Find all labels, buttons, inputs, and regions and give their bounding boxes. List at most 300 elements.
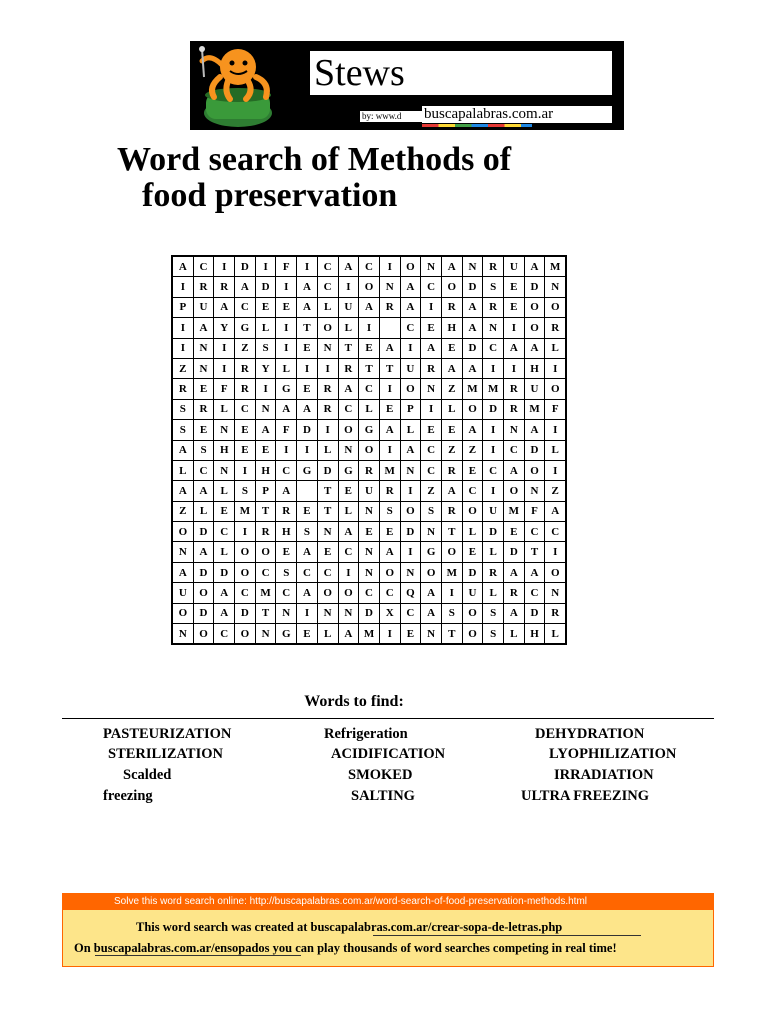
grid-row [172,562,566,582]
grid-cell: A [441,358,462,378]
grid-cell: R [504,379,525,399]
grid-cell: I [172,338,193,358]
grid-cell: I [255,379,276,399]
grid-cell: L [214,481,235,501]
grid-cell: A [504,460,525,480]
grid-cell: N [421,379,442,399]
grid-cell: F [276,256,297,277]
grid-cell: O [462,603,483,623]
grid-cell: A [193,542,214,562]
grid-cell: A [214,583,235,603]
grid-cell: A [462,420,483,440]
grid-cell: E [193,420,214,440]
color-strip [422,124,532,127]
grid-cell: A [524,420,545,440]
grid-cell: N [379,277,400,297]
grid-cell: Y [255,358,276,378]
grid-cell: L [338,501,359,521]
grid-cell: D [462,277,483,297]
grid-cell: C [276,583,297,603]
grid-cell: I [483,440,504,460]
grid-cell: U [172,583,193,603]
grid-cell: N [483,318,504,338]
grid-row [172,583,566,603]
grid-cell: I [317,420,338,440]
word-item: Scalded [123,767,172,783]
grid-cell: R [379,297,400,317]
grid-cell: E [276,542,297,562]
grid-cell: Z [545,481,566,501]
grid-cell: A [276,399,297,419]
grid-cell: M [235,501,256,521]
grid-cell: E [235,440,256,460]
grid-cell: D [483,522,504,542]
grid-cell: A [255,420,276,440]
grid-cell: M [483,379,504,399]
grid-cell: N [276,603,297,623]
grid-cell: D [524,603,545,623]
grid-row [172,624,566,645]
grid-cell: E [504,297,525,317]
grid-cell: C [359,583,380,603]
grid-cell: I [400,542,421,562]
grid-cell: A [462,358,483,378]
grid-cell: A [524,562,545,582]
grid-cell: R [545,603,566,623]
grid-cell: O [235,562,256,582]
grid-cell: U [462,583,483,603]
grid-row [172,338,566,358]
word-item: PASTEURIZATION [103,726,232,742]
grid-cell: C [193,460,214,480]
grid-cell: O [172,603,193,623]
grid-cell: O [545,562,566,582]
grid-cell: I [297,358,318,378]
grid-cell: S [276,562,297,582]
grid-cell: E [338,481,359,501]
header-banner [190,41,624,130]
grid-cell: D [524,440,545,460]
grid-cell: Z [441,379,462,399]
grid-row [172,522,566,542]
grid-cell: C [483,338,504,358]
banner-title: Stews [314,52,405,94]
word-item: freezing [103,788,153,804]
grid-cell: L [338,318,359,338]
grid-cell: E [441,338,462,358]
footer-play-text: On buscapalabras.com.ar/ensopados you can play thousands of word searches competing in real time! [74,941,617,955]
word-item: DEHYDRATION [535,726,645,742]
grid-cell: C [338,542,359,562]
grid-cell: H [214,440,235,460]
grid-cell: E [421,318,442,338]
grid-cell: M [441,562,462,582]
octopus-pot-logo [194,43,282,129]
grid-cell: O [421,562,442,582]
grid-cell: C [421,440,442,460]
grid-cell: C [524,583,545,603]
grid-cell: H [524,624,545,645]
grid-cell: I [483,358,504,378]
grid-cell: M [504,501,525,521]
grid-cell: Z [441,440,462,460]
grid-cell: D [317,460,338,480]
grid-cell: E [317,542,338,562]
grid-cell: C [317,277,338,297]
grid-cell: A [297,277,318,297]
grid-cell: R [338,358,359,378]
grid-cell: O [441,277,462,297]
grid-row [172,542,566,562]
grid-cell: O [235,624,256,645]
word-item: Refrigeration [324,726,408,742]
grid-cell: A [172,562,193,582]
grid-cell: I [400,481,421,501]
grid-cell: I [172,318,193,338]
grid-cell: F [214,379,235,399]
grid-cell: R [193,399,214,419]
grid-cell: N [504,420,525,440]
grid-cell: G [359,420,380,440]
grid-row [172,358,566,378]
grid-cell: A [421,603,442,623]
grid-cell: P [400,399,421,419]
grid-cell: N [545,277,566,297]
grid-cell: L [545,338,566,358]
grid-cell: N [193,358,214,378]
grid-cell: Z [421,481,442,501]
footer-online-link[interactable]: Solve this word search online: http://buscapalabras.com.ar/word-search-of-food-preservation-methods.html [114,896,587,907]
grid-cell: A [172,440,193,460]
grid-cell: A [297,542,318,562]
grid-cell: I [441,583,462,603]
grid-cell: R [193,277,214,297]
grid-cell: H [255,460,276,480]
grid-cell: E [359,338,380,358]
grid-cell: A [524,256,545,277]
grid-cell: M [359,624,380,645]
grid-cell: D [462,338,483,358]
footer [62,893,714,968]
grid-cell: A [379,542,400,562]
grid-cell: M [379,460,400,480]
grid-cell: G [338,460,359,480]
grid-row [172,481,566,501]
grid-cell: G [235,318,256,338]
grid-cell: E [255,440,276,460]
grid-cell: I [545,542,566,562]
grid-cell: A [524,338,545,358]
words-heading: Words to find: [304,693,404,710]
grid-cell: N [421,624,442,645]
grid-cell: I [483,481,504,501]
grid-cell: A [400,440,421,460]
grid-cell: I [297,256,318,277]
grid-cell: R [317,379,338,399]
grid-cell: T [317,481,338,501]
grid-cell: G [276,624,297,645]
grid-cell [297,481,318,501]
grid-cell: I [276,338,297,358]
grid-cell: I [421,297,442,317]
grid-cell: S [483,277,504,297]
grid-cell: P [172,297,193,317]
grid-cell: A [338,256,359,277]
grid-cell: U [504,256,525,277]
grid-cell: A [421,583,442,603]
grid-cell: E [193,379,214,399]
grid-cell: I [255,256,276,277]
grid-cell: N [545,583,566,603]
grid-cell: A [297,297,318,317]
grid-cell: A [421,338,442,358]
grid-cell: C [235,583,256,603]
grid-cell: A [214,603,235,623]
grid-cell: I [400,338,421,358]
grid-cell: R [421,358,442,378]
grid-cell: C [483,460,504,480]
grid-cell: O [235,542,256,562]
grid-cell: A [338,624,359,645]
grid-row [172,501,566,521]
footer-created-text: This word search was created at buscapalabras.com.ar/crear-sopa-de-letras.php [136,920,563,934]
grid-cell: L [317,440,338,460]
grid-cell: A [359,297,380,317]
grid-cell: I [214,338,235,358]
grid-cell: C [421,277,442,297]
grid-cell: M [255,583,276,603]
grid-cell: N [317,522,338,542]
grid-cell: E [462,460,483,480]
footer-online-bar[interactable] [62,893,714,910]
grid-cell: N [214,420,235,440]
grid-cell: I [359,318,380,338]
grid-cell: U [193,297,214,317]
grid-cell: R [317,399,338,419]
grid-cell: T [255,603,276,623]
grid-cell: T [338,338,359,358]
grid-cell: R [214,277,235,297]
grid-cell: A [379,420,400,440]
grid-cell: A [400,297,421,317]
grid-cell: Y [214,318,235,338]
grid-cell: F [524,501,545,521]
grid-cell: I [379,624,400,645]
grid-cell: O [462,501,483,521]
grid-cell: C [338,399,359,419]
grid-cell: I [235,522,256,542]
grid-cell: H [276,522,297,542]
grid-cell: I [545,460,566,480]
grid-cell: O [172,522,193,542]
grid-cell: O [400,501,421,521]
grid-cell: O [338,583,359,603]
grid-cell: U [359,481,380,501]
grid-cell: L [193,501,214,521]
grid-cell: X [379,603,400,623]
grid-cell: O [504,481,525,501]
grid-cell: R [504,583,525,603]
word-item: SALTING [351,788,415,804]
grid-cell: C [504,440,525,460]
grid-cell: D [193,522,214,542]
grid-cell: R [504,399,525,419]
grid-cell: L [359,399,380,419]
grid-cell: F [545,399,566,419]
grid-cell: A [297,399,318,419]
grid-cell: E [235,420,256,440]
grid-cell: D [193,562,214,582]
grid-cell: G [421,542,442,562]
grid-cell: E [297,501,318,521]
grid-cell: E [214,501,235,521]
grid-cell: R [483,562,504,582]
grid-cell: D [462,562,483,582]
grid-cell: S [172,399,193,419]
grid-row [172,460,566,480]
grid-cell: I [276,318,297,338]
grid-cell: N [317,338,338,358]
grid-cell: M [462,379,483,399]
grid-cell: T [317,501,338,521]
grid-cell: I [297,440,318,460]
grid-cell: D [235,256,256,277]
grid-cell: I [276,277,297,297]
grid-cell: N [255,624,276,645]
grid-cell: L [276,358,297,378]
grid-cell: M [545,256,566,277]
grid-cell: E [297,379,318,399]
grid-cell: O [359,277,380,297]
grid-cell: N [421,256,442,277]
grid-cell: L [462,522,483,542]
grid-cell: I [545,358,566,378]
grid-cell: E [504,277,525,297]
grid-cell: L [214,542,235,562]
grid-cell: S [193,440,214,460]
grid-cell: R [483,256,504,277]
grid-cell: N [524,481,545,501]
grid-cell: Z [235,338,256,358]
grid-row [172,603,566,623]
grid-cell: I [379,440,400,460]
grid-cell: T [359,358,380,378]
grid-cell: U [524,379,545,399]
grid-cell: M [524,399,545,419]
link-underline [373,935,641,936]
grid-cell: A [441,256,462,277]
grid-cell: N [172,542,193,562]
grid-cell: L [441,399,462,419]
grid-cell: L [317,297,338,317]
grid-cell: Z [462,440,483,460]
grid-cell: L [545,624,566,645]
grid-cell: N [359,562,380,582]
grid-cell: L [255,318,276,338]
grid-cell: S [421,501,442,521]
grid-cell: R [359,460,380,480]
grid-cell: A [338,522,359,542]
grid-cell: H [524,358,545,378]
word-item: ULTRA FREEZING [521,788,649,804]
site-link[interactable]: buscapalabras.com.ar [422,106,612,123]
divider [62,718,714,719]
page-title-line1: Word search of Methods of [117,141,512,178]
word-item: ACIDIFICATION [331,746,446,762]
grid-cell: N [462,256,483,277]
grid-cell: R [235,358,256,378]
grid-cell: I [317,358,338,378]
grid-cell: N [400,460,421,480]
grid-cell: N [338,440,359,460]
grid-cell: D [483,399,504,419]
grid-cell: O [462,399,483,419]
grid-cell: I [276,440,297,460]
grid-cell: L [483,583,504,603]
grid-cell: N [193,338,214,358]
grid-cell: I [235,460,256,480]
grid-cell: Z [172,501,193,521]
grid-cell: T [255,501,276,521]
grid-cell: C [193,256,214,277]
grid-cell: N [255,399,276,419]
grid-cell: O [193,624,214,645]
banner-title-box [310,51,612,95]
grid-cell: L [214,399,235,419]
grid-cell: O [359,440,380,460]
grid-cell: I [504,318,525,338]
grid-cell: S [483,624,504,645]
grid-cell: O [317,318,338,338]
grid-cell: R [172,379,193,399]
grid-cell: G [297,460,318,480]
grid-cell: G [276,379,297,399]
grid-cell: R [441,297,462,317]
grid-cell: Z [172,358,193,378]
grid-cell: C [359,379,380,399]
grid-cell: L [172,460,193,480]
grid-cell: S [441,603,462,623]
grid-cell: I [338,562,359,582]
grid-cell: C [235,399,256,419]
link-underline [95,955,301,956]
grid-cell: I [338,277,359,297]
grid-cell: A [441,481,462,501]
grid-cell: I [483,420,504,440]
grid-cell: E [276,297,297,317]
grid-cell: D [214,562,235,582]
grid-cell: O [193,583,214,603]
grid-cell: C [317,256,338,277]
by-label: by: www.d [360,111,424,122]
word-item: IRRADIATION [554,767,654,783]
grid-cell: A [235,277,256,297]
grid-cell: I [172,277,193,297]
grid-cell: A [297,583,318,603]
grid-cell: U [338,297,359,317]
grid-cell: O [462,624,483,645]
grid-row [172,420,566,440]
grid-cell: I [214,358,235,378]
word-item: STERILIZATION [108,746,223,762]
grid-cell: A [504,338,525,358]
grid-cell: A [462,297,483,317]
grid-cell: C [235,297,256,317]
grid-cell: T [297,318,318,338]
grid-cell: C [297,562,318,582]
grid-cell: F [276,420,297,440]
grid-cell: D [193,603,214,623]
